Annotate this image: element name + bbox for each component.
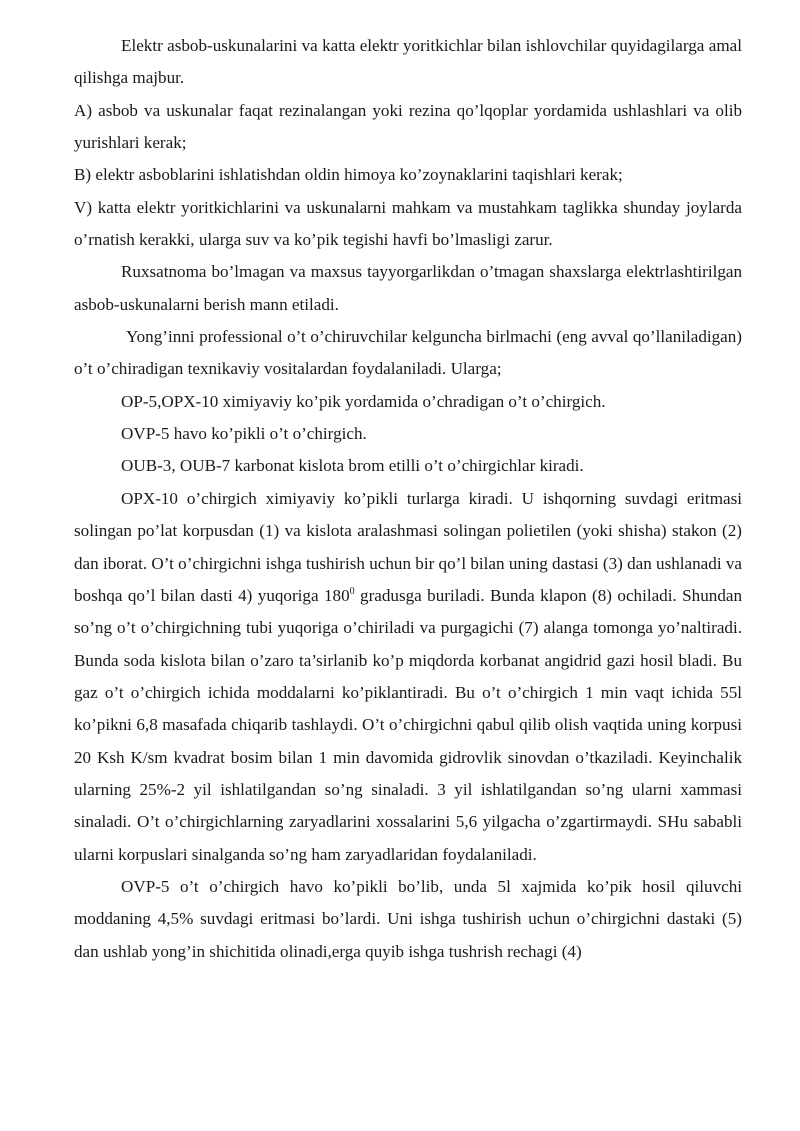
intro-paragraph: Elektr asbob-uskunalarini va katta elektr yoritkichlar bilan ishlovchilar quyidagilarga amal qilishga majbur. [74, 36, 742, 88]
ovp5-description-paragraph: OVP-5 o’t o’chirgich havo ko’pikli bo’lib, unda 5l xajmida ko’pik hosil qiluvchi moddaning 4,5% suvdagi eritmasi bo’lardi. Uni ishga tushirish uchun o’chirgichni dastaki (5) dan ushlab yong’in shichitida olinadi,erga quyib ishga tushrish rechagi (4) [74, 876, 742, 961]
rule-item-v: V) katta elektr yoritkichlarini va uskunalarni mahkam va mustahkam taglikka shunday joylarda o’rnatish kerakki, ularga suv va ko’pik tegishi havfi bo’lmasligi zarur. [74, 197, 742, 250]
primary-means-paragraph: Yong’inni professional o’t o’chiruvchilar kelguncha birlmachi (eng avval qo’llaniladigan) o’t o’chiradigan texnikaviy vositalardan foydalaniladi. Ularga; [74, 327, 742, 379]
opx10-text-start: OPX-10 o’chirgich ximiyaviy ko’pikli turlarga kiradi. U ishqorning suvdagi eritmasi solingan po’lat korpusdan (1) va kislota aralashmasi solingan polietilen (yoki shisha) stakon (2) dan iborat. O’t o’chirgichni ishga tushirish uchun bir qo’l bilan uning dastasi (3) dan ushlanadi va boshqa qo’l bilan dasti 4) yuqoriga 180 [74, 488, 742, 605]
extinguisher-list-item-2: OVP-5 havo ko’pikli o’t o’chirgich. [121, 424, 367, 444]
opx10-description-paragraph [74, 483, 742, 871]
opx10-text-end: gradusga buriladi. Bunda klapon (8) ochiladi. Shundan so’ng o’t o’chirgichning tubi yuqoriga o’chiriladi va purgagichi (7) alanga tomonga yo’naltiradi. Bunda soda kislota bilan o’zaro ta’sirlanib ko’p miqdorda korbanat angidrid gazi hosil bladi. Bu gaz o’t o’chirgich ichida moddalarni ko’piklantiradi. Bu o’t o’chirgich 1 min vaqt ichida 55l ko’pikni 6,8 masafada chiqarib tashlaydi. O’t o’chirgichni qabul qilib olish vaqtida uning korpusi 20 Ksh K/sm kvadrat bosim bilan 1 min davomida gidrovlik sinovdan o’tkaziladi. Keyinchalik ularning 25%-2 yil ishlatilgandan so’ng sinaladi. 3 yil ishlatilgandan so’ng ularni xammasi sinaladi. O’t o’chirgichlarning zaryadlarini xossalarini 5,6 yilgacha o’zgartirmaydi. SHu sababli ularni korpuslari sinalganda so’ng ham zaryadlaridan foydalaniladi. [74, 585, 742, 864]
permit-paragraph: Ruxsatnoma bo’lmagan va maxsus tayyorgarlikdan o’tmagan shaxslarga elektrlashtirilgan asbob-uskunalarni berish mann etiladi. [74, 262, 742, 314]
degree-superscript: 0 [349, 585, 355, 597]
extinguisher-list-item-1: OP-5,OPX-10 ximiyaviy ko’pik yordamida o’chradigan o’t o’chirgich. [121, 391, 606, 411]
extinguisher-list-item-3: OUB-3, OUB-7 karbonat kislota brom etilli o’t o’chirgichlar kiradi. [121, 456, 584, 476]
rule-item-a: A) asbob va uskunalar faqat rezinalangan yoki rezina qo’lqoplar yordamida ushlashlari va olib yurishlari kerak; [74, 100, 742, 153]
rule-item-b: B) elektr asboblarini ishlatishdan oldin himoya ko’zoynaklarini taqishlari kerak; [74, 165, 623, 185]
document-page [74, 30, 742, 968]
